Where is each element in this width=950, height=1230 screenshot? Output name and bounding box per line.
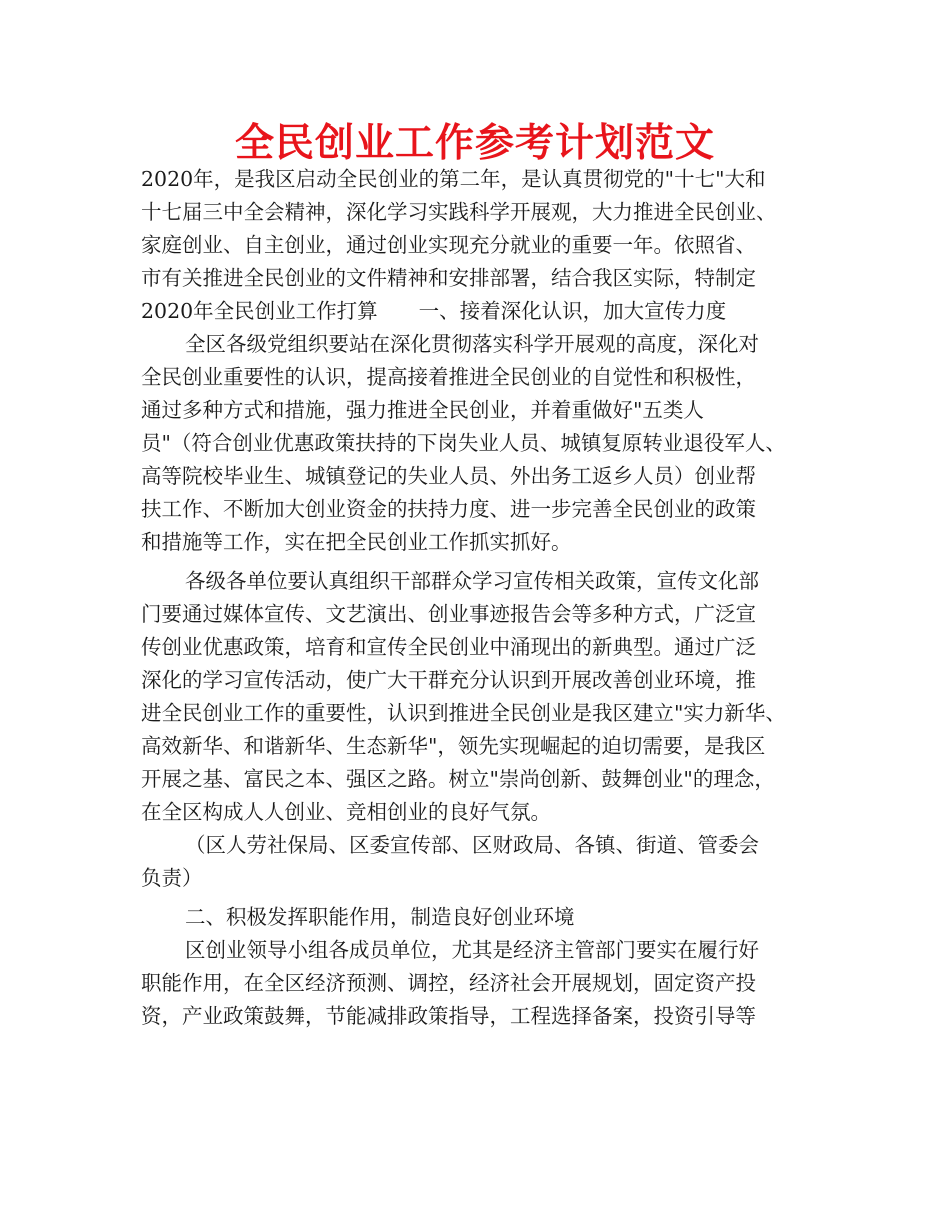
text-line: 门要通过媒体宣传、文艺演出、创业事迹报告会等多种方式，广泛宣: [141, 602, 756, 626]
text-line: 资，产业政策鼓舞，节能减排政策指导，工程选择备案，投资引导等: [141, 1004, 756, 1028]
text-line: 在全区构成人人创业、竞相创业的良好气氛。: [141, 800, 551, 824]
text-line: 职能作用，在全区经济预测、调控，经济社会开展规划，固定资产投: [141, 971, 756, 995]
text-line: 全民创业重要性的认识，提高接着推进全民创业的自觉性和积极性，: [141, 365, 756, 389]
text-line: 十七届三中全会精神，深化学习实践科学开展观，大力推进全民创业、: [141, 200, 777, 224]
text-line: 2020年全民创业工作打算 一、接着深化认识，加大宣传力度: [141, 299, 727, 323]
document-title: 全民创业工作参考计划范文: [234, 121, 715, 166]
text-line: 开展之基、富民之本、强区之路。树立"崇尚创新、鼓舞创业"的理念，: [141, 767, 775, 791]
text-line: （区人劳社保局、区委宣传部、区财政局、各镇、街道、管委会: [185, 833, 759, 857]
text-line: 员"（符合创业优惠政策扶持的下岗失业人员、城镇复原转业退役军人、: [141, 431, 786, 455]
text-line: 2020年，是我区启动全民创业的第二年，是认真贯彻党的"十七"大和: [141, 167, 766, 191]
text-line: 负责）: [141, 866, 203, 890]
text-line: 各级各单位要认真组织干部群众学习宣传相关政策，宣传文化部: [185, 569, 759, 593]
document-body: [141, 163, 831, 1033]
text-line: 区创业领导小组各成员单位，尤其是经济主管部门要实在履行好: [185, 938, 759, 962]
text-line: 高效新华、和谐新华、生态新华"，领先实现崛起的迫切需要，是我区: [141, 734, 766, 758]
text-line: 进全民创业工作的重要性，认识到推进全民创业是我区建立"实力新华、: [141, 701, 786, 725]
text-line: 和措施等工作，实在把全民创业工作抓实抓好。: [141, 530, 572, 554]
text-line: 高等院校毕业生、城镇登记的失业人员、外出务工返乡人员）创业帮: [141, 464, 756, 488]
text-line: 市有关推进全民创业的文件精神和安排部署，结合我区实际，特制定: [141, 266, 756, 290]
text-line: 二、积极发挥职能作用，制造良好创业环境: [185, 905, 575, 929]
text-line: 扶工作、不断加大创业资金的扶持力度、进一步完善全民创业的政策: [141, 497, 756, 521]
text-line: 全区各级党组织要站在深化贯彻落实科学开展观的高度，深化对: [185, 332, 759, 356]
text-line: 深化的学习宣传活动，使广大干群充分认识到开展改善创业环境，推: [141, 668, 756, 692]
text-line: 通过多种方式和措施，强力推进全民创业，并着重做好"五类人: [141, 398, 704, 422]
text-line: 传创业优惠政策，培育和宣传全民创业中涌现出的新典型。通过广泛: [141, 635, 756, 659]
text-line: 家庭创业、自主创业，通过创业实现充分就业的重要一年。依照省、: [141, 233, 756, 257]
